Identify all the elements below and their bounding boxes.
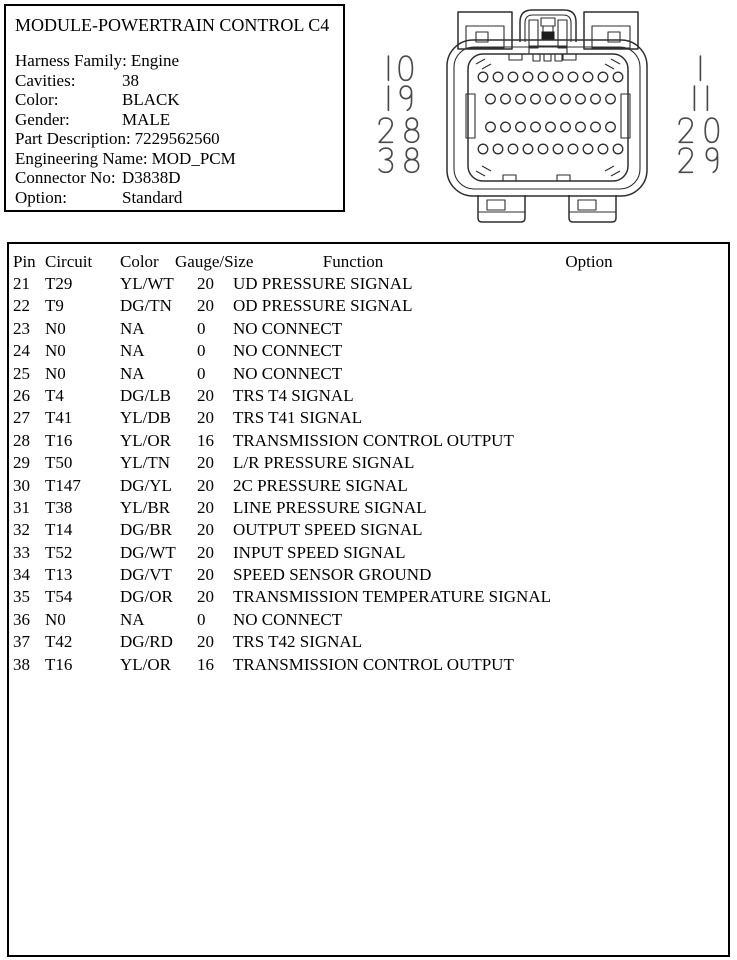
pinout-table-header	[9, 252, 728, 274]
cell-pin: 27	[13, 408, 30, 428]
cell-pin: 28	[13, 430, 30, 450]
table-row	[9, 431, 728, 453]
pin-hole	[568, 72, 578, 82]
cell-function: TRS T41 SIGNAL	[233, 408, 363, 428]
info-field-value: D3838D	[122, 168, 181, 187]
cell-color: NA	[120, 363, 145, 383]
cell-color: NA	[120, 609, 145, 629]
cell-function: OD PRESSURE SIGNAL	[233, 296, 413, 316]
cell-color: DG/TN	[120, 296, 172, 316]
pinout-table-rows	[9, 274, 728, 677]
table-row	[9, 587, 728, 609]
info-field-value: 7229562560	[134, 129, 220, 148]
cell-function: LINE PRESSURE SIGNAL	[233, 497, 427, 517]
table-row	[9, 498, 728, 520]
cell-circuit: T147	[45, 475, 81, 495]
pin-hole	[478, 144, 488, 154]
pinout-table	[7, 242, 730, 957]
info-field	[15, 129, 343, 149]
pin-hole	[508, 72, 518, 82]
cell-circuit: N0	[45, 363, 66, 383]
info-field-label: Connector No:	[15, 168, 116, 187]
pin-hole	[501, 94, 511, 104]
table-row	[9, 453, 728, 475]
cell-pin: 30	[13, 475, 30, 495]
cell-circuit: T13	[45, 565, 73, 585]
cell-gauge: 20	[197, 274, 214, 293]
info-field	[15, 149, 343, 169]
cell-gauge: 20	[197, 520, 214, 540]
connector-top-left-tab	[458, 12, 512, 49]
column-header-function: Function	[322, 252, 384, 271]
pin-hole	[538, 72, 548, 82]
connector-pin-row-label-left	[376, 146, 430, 174]
cell-gauge: 20	[197, 296, 214, 316]
table-row	[9, 543, 728, 565]
cell-function: TRS T4 SIGNAL	[233, 385, 354, 405]
cell-gauge: 16	[197, 430, 214, 450]
cell-color: NA	[120, 318, 145, 338]
cell-pin: 37	[13, 632, 30, 652]
pin-hole	[561, 122, 571, 132]
pin-hole	[591, 122, 601, 132]
cell-circuit: N0	[45, 609, 66, 629]
cell-function: NO CONNECT	[233, 363, 343, 383]
table-row	[9, 520, 728, 542]
pin-hole	[606, 94, 616, 104]
cell-color: DG/LB	[120, 385, 171, 405]
connector-pin-holes	[478, 72, 623, 154]
cell-circuit: N0	[45, 341, 66, 361]
pin-hole	[553, 72, 563, 82]
pin-hole	[531, 94, 541, 104]
table-row	[9, 341, 728, 363]
table-row	[9, 319, 728, 341]
connector-face-drawing	[443, 2, 653, 230]
connector-info-box	[4, 4, 345, 212]
pin-hole	[606, 122, 616, 132]
cell-gauge: 0	[197, 609, 206, 629]
cell-pin: 36	[13, 609, 30, 629]
cell-color: DG/WT	[120, 542, 176, 562]
cell-circuit: T42	[45, 632, 73, 652]
connector-pin-row-label-right	[676, 84, 730, 112]
pin-hole	[486, 94, 496, 104]
info-field-label: Harness Family:	[15, 51, 127, 70]
info-field-value: MOD_PCM	[151, 148, 236, 168]
pin-hole	[561, 94, 571, 104]
cell-function: TRS T42 SIGNAL	[233, 632, 363, 652]
cell-pin: 38	[13, 654, 30, 674]
cell-function: UD PRESSURE SIGNAL	[233, 274, 413, 293]
info-field-label: Option:	[15, 187, 67, 207]
cell-gauge: 20	[197, 587, 214, 607]
cell-circuit: T50	[45, 453, 73, 473]
cell-pin: 26	[13, 385, 30, 405]
table-row	[9, 565, 728, 587]
info-field-label: Color:	[15, 90, 59, 109]
pin-hole	[501, 122, 511, 132]
cell-color: DG/VT	[120, 565, 172, 585]
cell-function: 2C PRESSURE SIGNAL	[233, 475, 408, 495]
cell-color: YL/DB	[120, 408, 171, 428]
connector-pin-row-label-right	[676, 54, 730, 82]
pin-hole	[546, 94, 556, 104]
connector-info-fields	[15, 51, 343, 207]
pin-hole	[546, 122, 556, 132]
info-field	[15, 71, 343, 91]
column-header-pin: Pin	[13, 252, 36, 271]
cell-circuit: T41	[45, 408, 73, 428]
pin-hole	[576, 94, 586, 104]
cell-gauge: 20	[197, 632, 214, 652]
cell-gauge: 0	[197, 341, 206, 361]
pin-hole	[613, 72, 623, 82]
table-row	[9, 386, 728, 408]
info-field	[15, 51, 343, 71]
cell-function: NO CONNECT	[233, 609, 343, 629]
pin-hole	[493, 144, 503, 154]
cell-gauge: 20	[197, 475, 214, 495]
connector-bottom-left-foot	[478, 195, 525, 222]
connector-pin-row-label-right	[676, 116, 730, 144]
info-field	[15, 168, 343, 188]
pin-hole	[598, 72, 608, 82]
cell-gauge: 20	[197, 385, 214, 405]
pin-hole	[523, 72, 533, 82]
cell-gauge: 0	[197, 363, 206, 383]
pin-hole	[613, 144, 623, 154]
cell-circuit: T9	[45, 296, 64, 316]
table-row	[9, 632, 728, 654]
cell-gauge: 20	[197, 565, 214, 585]
cell-color: YL/OR	[120, 654, 171, 674]
pin-hole	[508, 144, 518, 154]
connector-bottom-right-foot	[569, 195, 616, 222]
cell-circuit: T16	[45, 430, 73, 450]
cell-circuit: T14	[45, 520, 73, 540]
cell-circuit: T52	[45, 542, 73, 562]
info-field-value: 38	[122, 70, 139, 90]
cell-pin: 31	[13, 497, 30, 517]
cell-gauge: 20	[197, 542, 214, 562]
cell-function: NO CONNECT	[233, 341, 343, 361]
connector-top-right-tab	[584, 12, 638, 49]
cell-circuit: T38	[45, 497, 73, 517]
cell-color: YL/BR	[120, 497, 171, 517]
cell-circuit: T29	[45, 274, 73, 293]
table-row	[9, 274, 728, 296]
info-field-label: Gender:	[15, 109, 70, 129]
info-field-value: Standard	[122, 187, 183, 207]
info-field-label: Engineering Name:	[15, 148, 148, 168]
connector-pin-row-label-right	[676, 146, 730, 174]
pin-hole	[486, 122, 496, 132]
pin-hole	[591, 94, 601, 104]
pin-hole	[553, 144, 563, 154]
pin-hole	[493, 72, 503, 82]
cell-circuit: T4	[45, 385, 64, 405]
cell-function: INPUT SPEED SIGNAL	[233, 542, 406, 562]
cell-color: YL/OR	[120, 430, 171, 450]
connector-pin-row-label-left	[376, 84, 430, 112]
table-row	[9, 476, 728, 498]
info-field-value: BLACK	[122, 90, 180, 109]
connector-pin-row-label-left	[376, 116, 430, 144]
cell-pin: 24	[13, 341, 30, 361]
cell-pin: 35	[13, 587, 30, 607]
pin-hole	[531, 122, 541, 132]
pin-hole	[523, 144, 533, 154]
cell-color: DG/YL	[120, 475, 172, 495]
info-field	[15, 110, 343, 130]
cell-circuit: N0	[45, 318, 66, 338]
cell-function: OUTPUT SPEED SIGNAL	[233, 520, 423, 540]
cell-pin: 23	[13, 318, 30, 338]
cell-pin: 32	[13, 520, 30, 540]
info-field-value: MALE	[122, 109, 171, 129]
column-header-circuit: Circuit	[45, 252, 93, 271]
cell-gauge: 20	[197, 453, 214, 473]
cell-color: DG/RD	[120, 632, 173, 652]
table-row	[9, 408, 728, 430]
info-field	[15, 90, 343, 110]
cell-circuit: T54	[45, 587, 73, 607]
pin-hole	[583, 72, 593, 82]
cell-color: YL/WT	[120, 274, 174, 293]
column-header-color: Color	[120, 252, 159, 271]
column-header-gauge: Gauge/Size	[175, 252, 254, 271]
cell-pin: 21	[13, 274, 30, 293]
info-field	[15, 188, 343, 208]
info-field-label: Part Description:	[15, 129, 131, 148]
info-field-value: Engine	[130, 51, 180, 70]
cell-function: SPEED SENSOR GROUND	[233, 565, 432, 585]
pin-hole	[598, 144, 608, 154]
cell-pin: 34	[13, 565, 30, 585]
pin-hole	[478, 72, 488, 82]
cell-gauge: 20	[197, 408, 214, 428]
cell-function: TRANSMISSION TEMPERATURE SIGNAL	[233, 587, 551, 607]
cell-color: DG/OR	[120, 587, 173, 607]
cell-gauge: 16	[197, 654, 214, 674]
table-row	[9, 364, 728, 386]
pin-hole	[516, 94, 526, 104]
table-row	[9, 655, 728, 677]
table-row	[9, 296, 728, 318]
cell-circuit: T16	[45, 654, 73, 674]
table-row	[9, 610, 728, 632]
info-field-label: Cavities:	[15, 70, 76, 90]
cell-function: L/R PRESSURE SIGNAL	[233, 453, 415, 473]
cell-color: YL/TN	[120, 453, 171, 473]
column-header-option: Option	[565, 252, 613, 271]
cell-pin: 25	[13, 363, 30, 383]
cell-function: NO CONNECT	[233, 318, 343, 338]
pin-hole	[516, 122, 526, 132]
cell-function: TRANSMISSION CONTROL OUTPUT	[233, 654, 514, 674]
cell-pin: 33	[13, 542, 30, 562]
cell-function: TRANSMISSION CONTROL OUTPUT	[233, 430, 514, 450]
cell-pin: 22	[13, 296, 30, 316]
pin-hole	[583, 144, 593, 154]
pin-hole	[576, 122, 586, 132]
cell-gauge: 0	[197, 318, 206, 338]
connector-title: MODULE-POWERTRAIN CONTROL C4	[15, 15, 330, 35]
connector-diagram	[443, 2, 653, 230]
pin-hole	[538, 144, 548, 154]
cell-gauge: 20	[197, 497, 214, 517]
cell-color: DG/BR	[120, 520, 172, 540]
cell-pin: 29	[13, 453, 30, 473]
connector-pin-row-label-left	[376, 54, 430, 82]
pin-hole	[568, 144, 578, 154]
cell-color: NA	[120, 341, 145, 361]
